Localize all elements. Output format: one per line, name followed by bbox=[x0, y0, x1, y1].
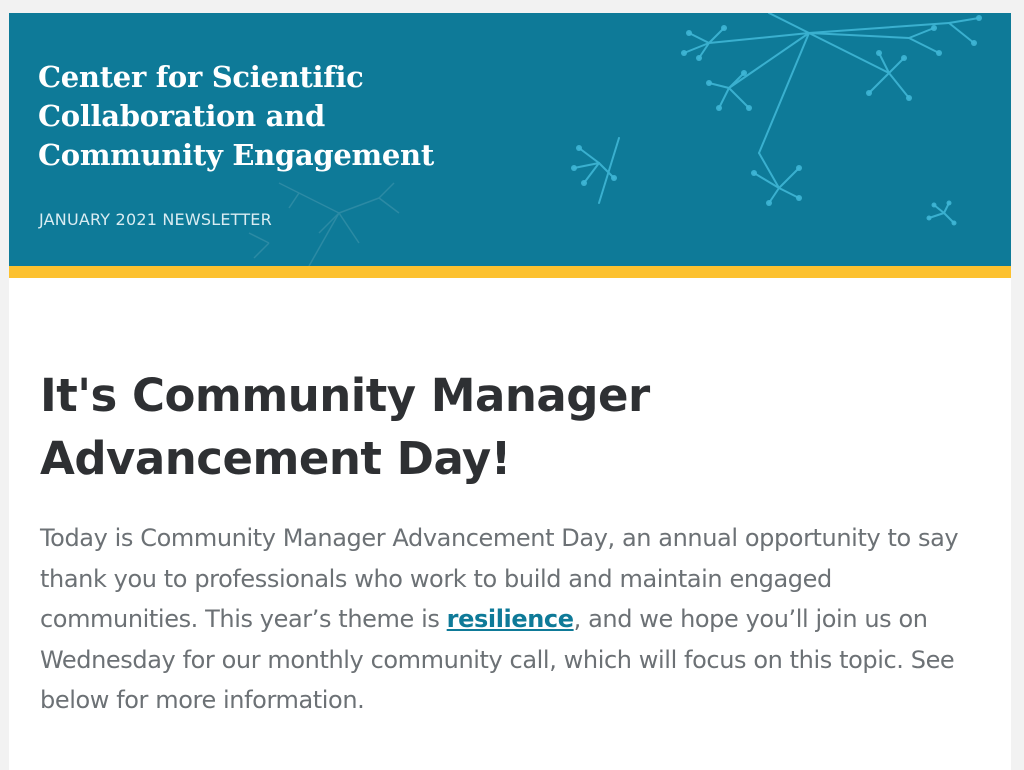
article-body-text-before: Today is Community Manager Advancement Day, an annual opportunity to say thank you to professionals who work to build and maintain engaged communities. This year’s theme is bbox=[40, 524, 959, 633]
organization-name-line: Community Engagement bbox=[38, 138, 434, 172]
accent-divider bbox=[9, 266, 1011, 278]
organization-name bbox=[38, 58, 558, 175]
newsletter-issue-label: JANUARY 2021 NEWSLETTER bbox=[39, 210, 272, 229]
article-content bbox=[9, 364, 1011, 721]
headline-line: It's Community Manager bbox=[40, 369, 650, 422]
resilience-link[interactable]: resilience bbox=[446, 605, 574, 633]
newsletter-banner bbox=[9, 13, 1011, 266]
article-body-text-after: , and we hope you’ll join us on Wednesday for our monthly community call, which will focus on this topic. See below for more information. bbox=[40, 605, 955, 714]
article-headline bbox=[40, 364, 980, 490]
organization-name-line: Collaboration and bbox=[38, 99, 325, 133]
organization-name-line: Center for Scientific bbox=[38, 60, 364, 94]
newsletter-email bbox=[9, 13, 1011, 770]
headline-line: Advancement Day! bbox=[40, 432, 511, 485]
article-body bbox=[40, 518, 980, 721]
